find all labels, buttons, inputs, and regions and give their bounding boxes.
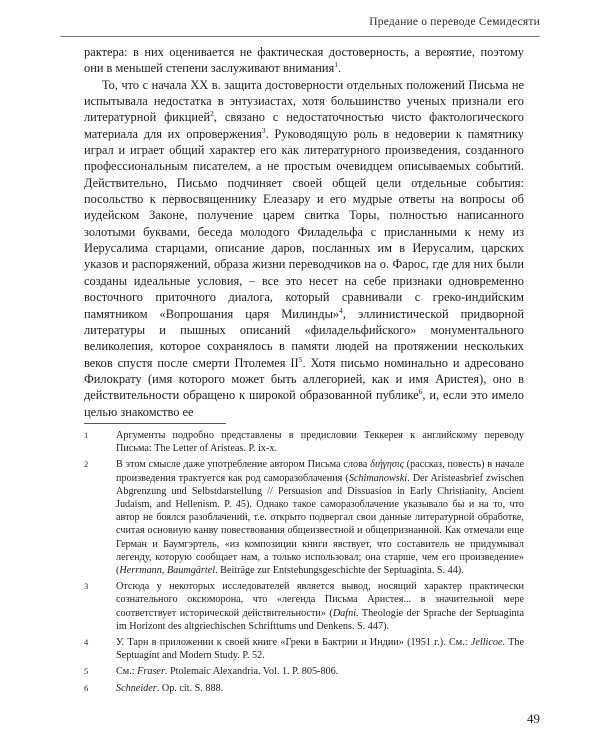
footnote-ref-5[interactable]: 5 bbox=[298, 354, 303, 364]
author-name: Herrmann, Baumgärtel bbox=[119, 565, 216, 577]
footnotes bbox=[84, 429, 524, 698]
p1-end: . bbox=[337, 61, 342, 76]
footnote-6 bbox=[84, 682, 524, 695]
footnote-text: Аргументы подробно представлены в предисловии Теккерея к английскому переводу Письма: The Letter of Aristeas. P. ix-x. bbox=[116, 430, 524, 455]
footnote-number: 6 bbox=[84, 682, 89, 693]
footnote-text: . Ptolemaic Alexandria. Vol. 1. P. 805-806. bbox=[164, 666, 339, 678]
footnote-number: 1 bbox=[84, 430, 89, 440]
p2-part-c: . Руководящую роль в недоверии к памятнику играл и играет общий характер его как литературного произведения, созданного профессиональным писателем, а не простым очевидцем описываемых событий. Действительно, Письмо подчиняет своей общей цели отдельные события: посольство к первосвященнику Елеазару и его мудрые ответы на вопросы об иудейском Законе, получение царем свитка Торы, полностью написанного золотыми буквами, беседа молодого Филадельфа с присланными к нему из Иерусалима старцами, описание даров, посланных им в Иерусалим, царских указов и распоряжений, образа жизни переводчиков на о. Фарос, где для них были созданы идеальные условия, – все это несет на себе признаки одновременно восточного приточного диалога, который сравнивали с греко-индийским памятником «Вопрошания царя Милинды» bbox=[84, 126, 524, 321]
footnote-2 bbox=[84, 458, 524, 577]
footnote-number: 4 bbox=[84, 637, 89, 648]
footnote-text: . Beiträge zur Entstehungsgeschichte der Septuaginta. S. 44). bbox=[215, 565, 464, 577]
footnote-ref-4[interactable]: 4 bbox=[339, 305, 343, 315]
footnote-number: 3 bbox=[84, 581, 89, 592]
footnote-text: В этом смысле даже употребление автором Письма слова bbox=[116, 459, 371, 471]
running-title: Предание о переводе Семидесяти bbox=[369, 16, 540, 28]
p2-part-e: . Хотя письмо номинально и адресовано Филократу (имя которого может быть аллегорией, как и имя Аристея), оно в действительности обращено к широкой образованной публике bbox=[84, 355, 524, 403]
footnote-ref-6[interactable]: 6 bbox=[418, 387, 423, 397]
main-text bbox=[84, 44, 524, 420]
footnote-4 bbox=[84, 636, 524, 662]
footnote-text: . Op. cit. S. 888. bbox=[156, 682, 224, 694]
paragraph-2 bbox=[84, 77, 524, 420]
footnote-text: (рассказ, повесть) в начале произведения трактуется как род саморазоблачения ( bbox=[116, 459, 524, 484]
footnote-number: 2 bbox=[84, 459, 89, 470]
page-number: 49 bbox=[527, 711, 540, 726]
footnote-text: . Der Aristeasbrief zwischen Abgrenzung und Selbstdarstellung // Persuasion and Dissuasion in Early Christianity, Ancient Judaism, and Hellenism. P. 45). Однако такое саморазоблачение указывало бы и на то, что автор не боялся разоблачений, т.е. открыто подвергал свои данные литературной обработке, считая основную канву повествования общеизвестной и общепризнанной. Как отмечали еще Герман и Баумгэртель, «из композиции книги явствует, что составитель не придумывал легенду, которую сообщает нам, а только использовал; она старше, чем его произведение» ( bbox=[116, 472, 524, 577]
author-name: Jellicoe bbox=[470, 637, 503, 649]
footnote-separator bbox=[84, 423, 226, 424]
footnote-ref-2[interactable]: 2 bbox=[210, 109, 214, 119]
paragraph-1 bbox=[84, 44, 524, 77]
greek-word: διήγησις bbox=[370, 459, 404, 471]
header-rule bbox=[60, 36, 540, 37]
p2-part-a: То, что с начала XX в. защита достоверности отдельных положений Письма не испытывала недостатка в энтузиастах, хотя большинство ученых признали его литературной фикцией bbox=[84, 77, 524, 125]
author-name: Dafni bbox=[332, 607, 357, 619]
footnote-text: У. Тарн в приложении к своей книге «Греки в Бактрии и Индии» (1951 г.). См.: bbox=[116, 637, 471, 649]
footnote-3 bbox=[84, 580, 524, 633]
footnote-1 bbox=[84, 429, 524, 455]
footnote-text: . The Septuagint and Modern Study. P. 52. bbox=[116, 637, 524, 662]
p2-part-d: , эллинистической придворной литературы и пышных описаний «филадельфийского» монументального великолепия, которое сохранялось в памяти людей на протяжении нескольких веков спустя после смерти Птолемея II bbox=[84, 306, 525, 370]
author-name: Schneider bbox=[116, 682, 157, 694]
p2-part-f: , и, если это имело целью знакомство ее bbox=[84, 388, 524, 419]
author-name: Fraser bbox=[137, 666, 165, 678]
footnote-5 bbox=[84, 665, 524, 678]
footnote-ref-1[interactable]: 1 bbox=[334, 60, 338, 70]
footnote-number: 5 bbox=[84, 666, 89, 677]
p2-part-b: , связано с недостаточностью чисто фактологического материала для их опровержения bbox=[84, 110, 524, 141]
footnote-text: См.: bbox=[116, 666, 138, 678]
footnote-text: . Theologie der Sprache der Septuaginta im Horizont des altgriechischen Schrifttums und Denkens. S. 447). bbox=[116, 607, 524, 632]
p1-text: рактера: в них оценивается не фактическая достоверность, а вероятие, поэтому они в меньшей степени заслуживают внимания bbox=[84, 45, 524, 76]
footnote-text: Отсюда у некоторых исследователей является вывод, носящий характер практически сознательного оксюморона, что «легенда Письма Аристея... в значительной мере соответствует исторической действительности» ( bbox=[116, 581, 524, 619]
author-name: Schimanowski bbox=[348, 472, 408, 484]
footnote-ref-3[interactable]: 3 bbox=[261, 125, 266, 135]
